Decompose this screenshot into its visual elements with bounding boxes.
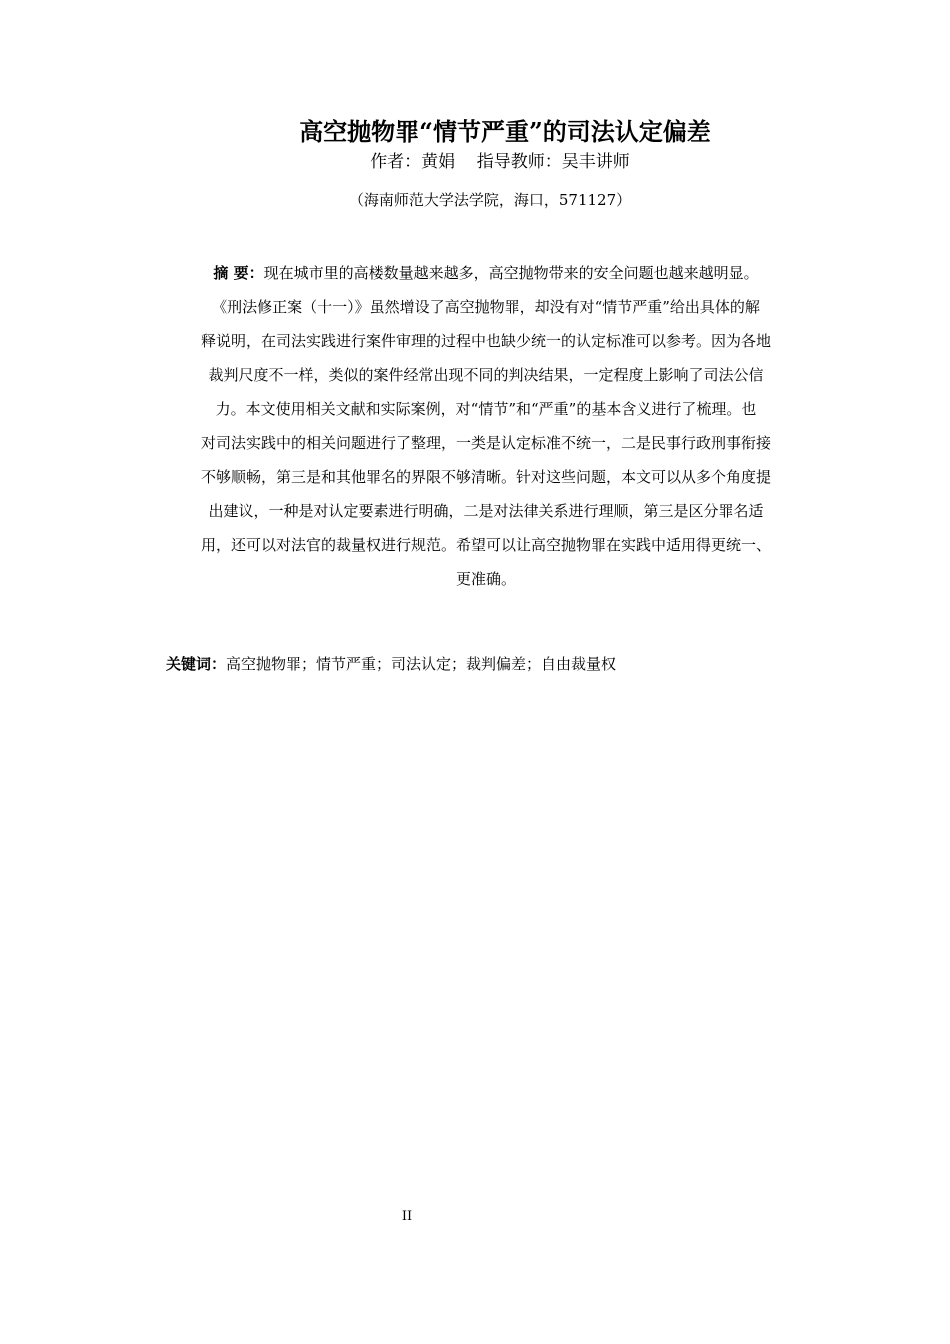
abstract-text: 现在城市里的高楼数量越来越多，高空抛物带来的安全问题也越来越明显。 xyxy=(263,264,759,282)
page-number: II xyxy=(401,1209,413,1224)
affiliation: （海南师范大学法学院，海口，571127） xyxy=(348,191,632,209)
abstract-label: 摘 要： xyxy=(213,264,264,282)
abstract-line: 裁判尺度不一样，类似的案件经常出现不同的判决结果，一定程度上影响了司法公信 xyxy=(208,366,764,384)
abstract-line: 用，还可以对法官的裁量权进行规范。希望可以让高空抛物罪在实践中适用得更统一、 xyxy=(200,536,771,554)
abstract-line: 对司法实践中的相关问题进行了整理，一类是认定标准不统一，二是民事行政刑事衔接 xyxy=(200,434,771,452)
author-line: 作者：黄娟 指导教师：吴丰讲师 xyxy=(370,152,630,172)
abstract-line: 《刑法修正案（十一）》虽然增设了高空抛物罪，却没有对“情节严重”给出具体的解 xyxy=(212,298,760,316)
abstract-line: 释说明，在司法实践进行案件审理的过程中也缺少统一的认定标准可以参考。因为各地 xyxy=(200,332,771,350)
abstract-line: 更准确。 xyxy=(455,570,516,588)
paper-title: 高空抛物罪“情节严重”的司法认定偏差 xyxy=(299,117,711,146)
abstract xyxy=(166,256,806,596)
abstract-line: 不够顺畅，第三是和其他罪名的界限不够清晰。针对这些问题，本文可以从多个角度提 xyxy=(200,468,771,486)
abstract-line: 出建议，一种是对认定要素进行明确，二是对法律关系进行理顺，第三是区分罪名适 xyxy=(208,502,764,520)
abstract-line: 力。本文使用相关文献和实际案例，对“情节”和“严重”的基本含义进行了梳理。也 xyxy=(215,400,757,418)
abstract-line xyxy=(166,256,806,290)
keywords-text: 高空抛物罪；情节严重；司法认定；裁判偏差；自由裁量权 xyxy=(226,655,617,673)
keywords xyxy=(166,652,806,676)
keywords-label: 关键词： xyxy=(166,655,227,673)
